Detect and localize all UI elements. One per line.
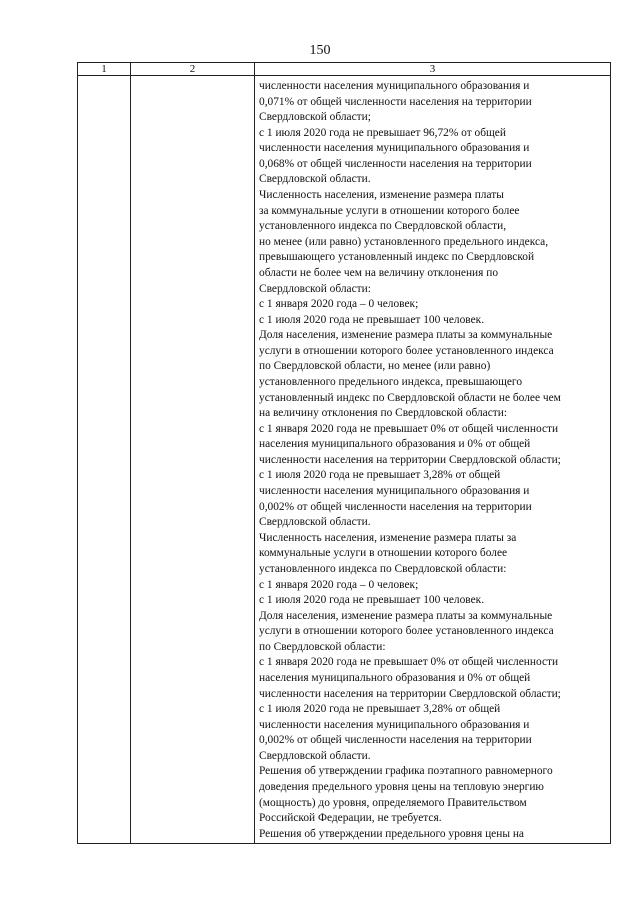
- text-line: Свердловской области;: [259, 111, 371, 124]
- text-line: с 1 июля 2020 года не превышает 3,28% от общей: [259, 703, 501, 716]
- text-line: населения муниципального образования и 0% от общей: [259, 671, 531, 684]
- text-line: численности населения муниципального образования и: [259, 142, 530, 155]
- column-1-cell: [78, 76, 131, 844]
- text-line: (мощность) до уровня, определяемого Правительством: [259, 796, 527, 809]
- text-line: Российской Федерации, не требуется.: [259, 812, 442, 825]
- text-line: Доля населения, изменение размера платы за коммунальные: [259, 329, 553, 342]
- text-line: Решения об утверждении предельного уровня цены на: [259, 827, 524, 840]
- text-line: Свердловской области.: [259, 516, 371, 529]
- table-header-row: [78, 63, 611, 76]
- text-line: с 1 июля 2020 года не превышает 3,28% от общей: [259, 469, 501, 482]
- text-line: численности населения на территории Свердловской области;: [259, 687, 561, 700]
- text-line: 0,002% от общей численности населения на территории: [259, 734, 532, 747]
- text-line: Доля населения, изменение размера платы за коммунальные: [259, 609, 553, 622]
- text-line: 0,068% от общей численности населения на территории: [259, 157, 532, 170]
- text-line: 0,002% от общей численности населения на территории: [259, 500, 532, 513]
- text-line: 0,071% от общей численности населения на территории: [259, 95, 532, 108]
- text-line: установленного предельного индекса, превышающего: [259, 375, 523, 388]
- text-line: превышающего установленный индекс по Свердловской: [259, 251, 535, 264]
- text-line: Свердловской области:: [259, 282, 371, 295]
- text-line: услуги в отношении которого более установленного индекса: [259, 344, 554, 357]
- text-line: коммунальные услуги в отношении которого более: [259, 547, 508, 560]
- table-row: [78, 76, 611, 844]
- text-line: Решения об утверждении графика поэтапного равномерного: [259, 765, 553, 778]
- text-line: с 1 июля 2020 года не превышает 100 человек.: [259, 594, 485, 607]
- text-line: численности населения муниципального образования и: [259, 80, 530, 92]
- text-line: по Свердловской области:: [259, 640, 386, 653]
- text-line: установленного индекса по Свердловской области:: [259, 562, 507, 575]
- text-line: услуги в отношении которого более установленного индекса: [259, 625, 554, 638]
- column-header-1: 1: [78, 63, 131, 76]
- text-line: Свердловской области.: [259, 173, 371, 186]
- text-line: на величину отклонения по Свердловской области:: [259, 407, 508, 420]
- text-line: с 1 января 2020 года не превышает 0% от общей численности: [259, 656, 559, 669]
- text-line: с 1 июля 2020 года не превышает 100 человек.: [259, 313, 485, 326]
- text-line: Численность населения, изменение размера платы: [259, 189, 504, 202]
- text-line: области не более чем на величину отклонения по: [259, 266, 499, 279]
- column-header-2: 2: [131, 63, 255, 76]
- column-header-3: 3: [255, 63, 611, 76]
- text-line: доведения предельного уровня цены на тепловую энергию: [259, 781, 544, 794]
- text-line: за коммунальные услуги в отношении которого более: [259, 204, 520, 217]
- column-3-cell: [255, 76, 611, 844]
- text-line: численности населения на территории Свердловской области;: [259, 453, 561, 466]
- text-line: с 1 января 2020 года – 0 человек;: [259, 298, 419, 311]
- page-number: 150: [309, 43, 331, 58]
- document-table: [77, 62, 611, 844]
- text-line: установленного индекса по Свердловской области,: [259, 220, 507, 233]
- text-line: установленный индекс по Свердловской области не более чем: [259, 391, 561, 404]
- text-line: по Свердловской области, но менее (или равно): [259, 360, 491, 373]
- text-line: но менее (или равно) установленного предельного индекса,: [259, 235, 549, 248]
- text-line: численности населения муниципального образования и: [259, 718, 530, 731]
- text-line: с 1 июля 2020 года не превышает 96,72% от общей: [259, 126, 506, 139]
- text-line: населения муниципального образования и 0% от общей: [259, 438, 531, 451]
- text-line: Численность населения, изменение размера платы за: [259, 531, 517, 544]
- text-line: численности населения муниципального образования и: [259, 485, 530, 498]
- text-line: с 1 января 2020 года не превышает 0% от общей численности: [259, 422, 559, 435]
- text-line: Свердловской области.: [259, 749, 371, 762]
- column-2-cell: [131, 76, 255, 844]
- text-line: с 1 января 2020 года – 0 человек;: [259, 578, 419, 591]
